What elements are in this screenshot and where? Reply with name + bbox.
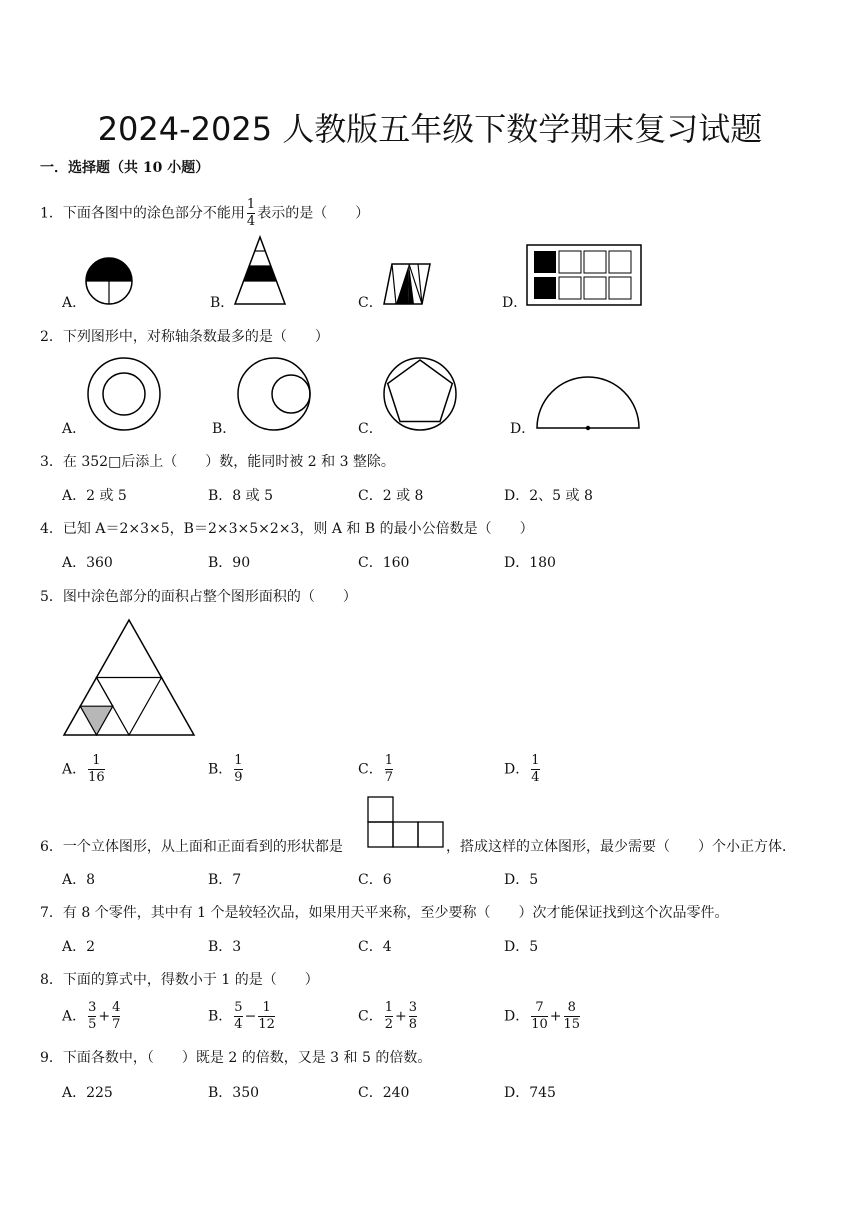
question-6-stem-part2: ，搭成这样的立体图形，最少需要（ ）个小正方体． [446, 839, 796, 855]
q4-option-b: B．90 [208, 555, 251, 571]
q1-figure-a-circle [84, 256, 134, 306]
page-title: 2024-2025 人教版五年级下数学期末复习试题 [97, 110, 763, 148]
q1-figure-d-grid [526, 244, 642, 306]
q4-option-c: C．160 [358, 555, 410, 571]
q5-option-a: A． $\frac{1}{16}$ [62, 753, 105, 785]
q2-option-c-label: C． [358, 421, 383, 437]
question-6-stem-part1: 6．一个立体图形，从上面和正面看到的形状都是 [40, 839, 343, 855]
q1-option-c-label: C． [358, 295, 383, 311]
q9-option-c: C．240 [358, 1085, 410, 1101]
q1-option-a-label: A． [62, 295, 87, 311]
q2-figure-b-tangent-circles [236, 356, 314, 432]
question-2-stem: 2．下列图形中，对称轴条数最多的是（ ） [40, 329, 329, 345]
q6-option-c: C．6 [358, 872, 392, 888]
q1-figure-b-triangle [234, 236, 286, 306]
q1-figure-c-parallelogram [382, 262, 432, 306]
q8-option-d: D． $\frac{7}{10}$ + $\frac{8}{15}$ [504, 1000, 581, 1032]
q7-option-d: D．5 [504, 939, 539, 955]
q8-option-c: C． $\frac{1}{2}$ + $\frac{3}{8}$ [358, 1000, 418, 1032]
q1-option-d-label: D． [502, 295, 528, 311]
q2-figure-a-concentric-circles [86, 356, 162, 432]
question-3-stem: 3．在 352□后添上（ ）数，能同时被 2 和 3 整除。 [40, 454, 395, 470]
q9-option-d: D．745 [504, 1085, 556, 1101]
q9-option-b: B．350 [208, 1085, 260, 1101]
q1-option-b-label: B． [210, 295, 235, 311]
q3-option-b: B．8 或 5 [208, 488, 274, 504]
question-8-stem: 8．下面的算式中，得数小于 1 的是（ ） [40, 972, 319, 988]
q6-option-a: A．8 [62, 872, 96, 888]
question-5-stem: 5．图中涂色部分的面积占整个图形面积的（ ） [40, 589, 357, 605]
q2-option-d-label: D． [510, 421, 536, 437]
q7-option-b: B．3 [208, 939, 242, 955]
q6-option-b: B．7 [208, 872, 242, 888]
q8-option-b: B． $\frac{5}{4}$ − $\frac{1}{12}$ [208, 1000, 275, 1032]
question-7-stem: 7．有 8 个零件，其中有 1 个是较轻次品，如果用天平来称，至少要称（ ）次才能保证找到这个次品零件。 [40, 905, 729, 921]
q9-option-a: A．225 [62, 1085, 113, 1101]
q3-option-d: D．2、5 或 8 [504, 488, 593, 504]
question-9-stem: 9．下面各数中，（ ）既是 2 的倍数，又是 3 和 5 的倍数。 [40, 1050, 432, 1066]
q5-figure-nested-triangles [62, 618, 196, 738]
section-heading: 一．选择题（共 10 小题） [40, 160, 210, 176]
q2-option-a-label: A． [62, 421, 87, 437]
fraction-one-quarter: $\frac{1}{4}$ [246, 197, 256, 229]
q3-option-a: A．2 或 5 [62, 488, 127, 504]
q4-option-a: A．360 [62, 555, 113, 571]
q6-option-d: D．5 [504, 872, 539, 888]
q2-figure-c-pentagon-in-circle [382, 356, 458, 432]
q4-option-d: D．180 [504, 555, 556, 571]
q7-option-c: C．4 [358, 939, 392, 955]
q7-option-a: A．2 [62, 939, 96, 955]
q2-figure-d-semicircle [536, 376, 640, 432]
question-1-stem: 1．下面各图中的涂色部分不能用 $\frac{1}{4}$ 表示的是（ ） [40, 197, 370, 229]
q5-option-d: D． $\frac{1}{4}$ [504, 753, 540, 785]
q2-option-b-label: B． [212, 421, 237, 437]
q8-option-a: A． $\frac{3}{5}$ + $\frac{4}{7}$ [62, 1000, 121, 1032]
q5-option-b: B． $\frac{1}{9}$ [208, 753, 243, 785]
q5-option-c: C． $\frac{1}{7}$ [358, 753, 393, 785]
q3-option-c: C．2 或 8 [358, 488, 424, 504]
question-4-stem: 4．已知 A＝2×3×5，B＝2×3×5×2×3，则 A 和 B 的最小公倍数是（ ） [40, 521, 534, 537]
q6-figure-cube-view [367, 796, 445, 850]
